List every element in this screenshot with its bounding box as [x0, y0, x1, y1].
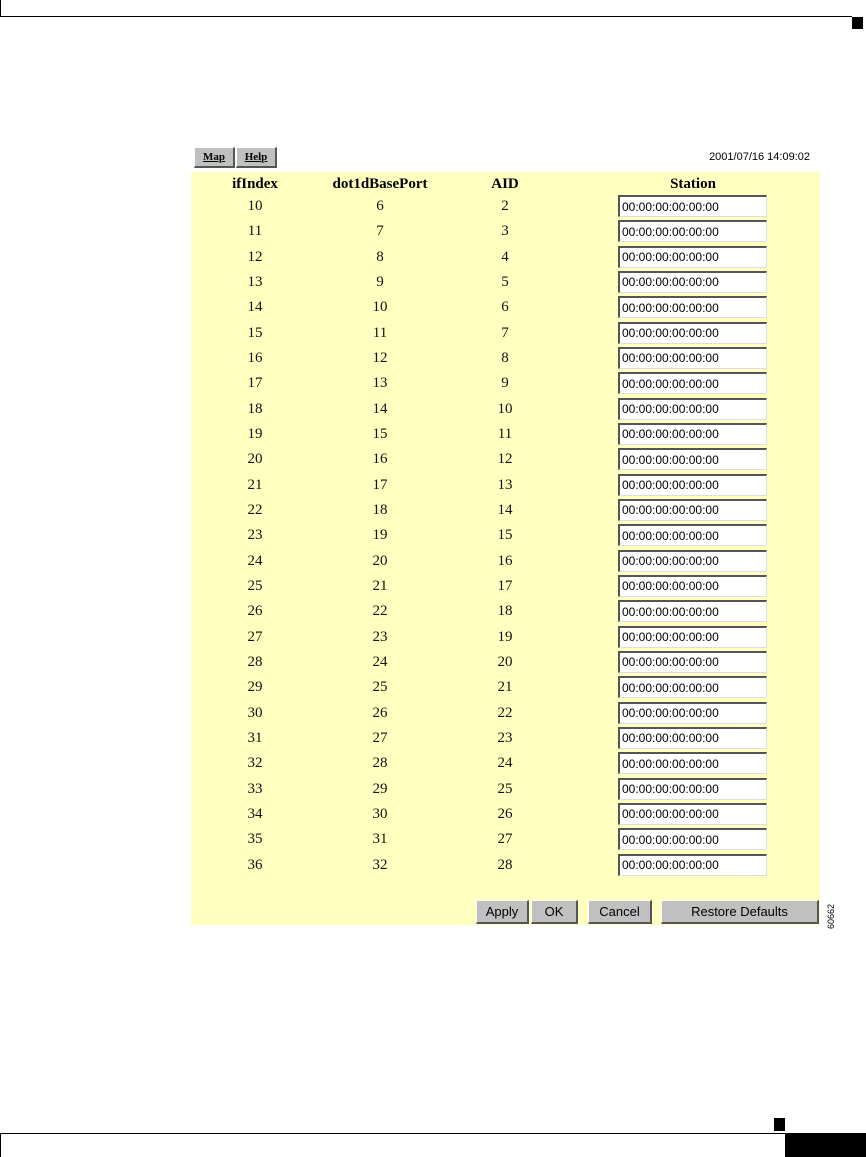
- ifindex-cell: 22: [247, 501, 263, 518]
- table-row: [0, 347, 866, 372]
- aid-cell: 8: [501, 349, 509, 366]
- station-input[interactable]: [618, 296, 767, 318]
- figure-id: 60662: [826, 903, 836, 929]
- dot1dbaseport-cell: 22: [372, 603, 388, 620]
- station-input[interactable]: [618, 727, 767, 749]
- ifindex-cell: 18: [247, 400, 263, 417]
- station-input[interactable]: [618, 448, 767, 470]
- station-input[interactable]: [618, 271, 767, 293]
- dot1dbaseport-cell: 9: [376, 273, 384, 290]
- dot1dbaseport-cell: 19: [372, 527, 388, 544]
- ifindex-cell: 16: [247, 349, 263, 366]
- aid-cell: 10: [497, 400, 513, 417]
- table-row: [0, 803, 866, 828]
- dot1dbaseport-cell: 23: [372, 628, 388, 645]
- table-row: [0, 828, 866, 853]
- table-row: [0, 550, 866, 575]
- station-input[interactable]: [618, 828, 767, 850]
- top-rule: [0, 16, 852, 17]
- aid-cell: 16: [497, 552, 513, 569]
- ifindex-cell: 23: [247, 527, 263, 544]
- aid-cell: 15: [497, 527, 513, 544]
- station-table-rows: [0, 195, 866, 879]
- table-row: [0, 372, 866, 397]
- dot1dbaseport-cell: 25: [372, 679, 388, 696]
- ifindex-cell: 36: [247, 856, 263, 873]
- ifindex-cell: 27: [247, 628, 263, 645]
- station-input[interactable]: [618, 322, 767, 344]
- aid-cell: 21: [497, 679, 513, 696]
- dot1dbaseport-cell: 29: [372, 780, 388, 797]
- aid-cell: 11: [497, 425, 513, 442]
- dot1dbaseport-cell: 8: [376, 248, 384, 265]
- header-aid: AID: [491, 176, 519, 192]
- table-row: [0, 778, 866, 803]
- table-row: [0, 448, 866, 473]
- ifindex-cell: 13: [247, 273, 263, 290]
- station-input[interactable]: [618, 626, 767, 648]
- station-input[interactable]: [618, 372, 767, 394]
- ifindex-cell: 33: [247, 780, 263, 797]
- aid-cell: 13: [497, 476, 513, 493]
- ifindex-cell: 21: [247, 476, 263, 493]
- ifindex-cell: 19: [247, 425, 263, 442]
- ifindex-cell: 35: [247, 831, 263, 848]
- dot1dbaseport-cell: 14: [372, 400, 388, 417]
- aid-cell: 12: [497, 451, 513, 468]
- aid-cell: 18: [497, 603, 513, 620]
- station-input[interactable]: [618, 550, 767, 572]
- table-row: [0, 398, 866, 423]
- table-row: [0, 271, 866, 296]
- table-row: [0, 651, 866, 676]
- dot1dbaseport-cell: 18: [372, 501, 388, 518]
- station-input[interactable]: [618, 854, 767, 876]
- aid-cell: 26: [497, 805, 513, 822]
- station-input[interactable]: [618, 474, 767, 496]
- bottom-marker-small: [774, 1118, 785, 1131]
- station-input[interactable]: [618, 651, 767, 673]
- map-button[interactable]: Map: [194, 147, 235, 168]
- ifindex-cell: 12: [247, 248, 263, 265]
- station-input[interactable]: [618, 246, 767, 268]
- aid-cell: 27: [497, 831, 513, 848]
- table-row: [0, 854, 866, 879]
- ifindex-cell: 17: [247, 375, 263, 392]
- dot1dbaseport-cell: 24: [372, 653, 388, 670]
- station-input[interactable]: [618, 702, 767, 724]
- dot1dbaseport-cell: 17: [372, 476, 388, 493]
- ifindex-cell: 20: [247, 451, 263, 468]
- station-input[interactable]: [618, 423, 767, 445]
- station-input[interactable]: [618, 803, 767, 825]
- cancel-button[interactable]: Cancel: [588, 900, 652, 924]
- dot1dbaseport-cell: 11: [372, 324, 388, 341]
- table-row: [0, 423, 866, 448]
- header-station: Station: [670, 176, 716, 192]
- ifindex-cell: 28: [247, 653, 263, 670]
- station-input[interactable]: [618, 676, 767, 698]
- dot1dbaseport-cell: 27: [372, 729, 388, 746]
- table-row: [0, 626, 866, 651]
- timestamp: 2001/07/16 14:09:02: [709, 151, 810, 163]
- aid-cell: 22: [497, 704, 513, 721]
- aid-cell: 17: [497, 577, 513, 594]
- header-ifindex: ifIndex: [232, 176, 278, 192]
- station-input[interactable]: [618, 575, 767, 597]
- dot1dbaseport-cell: 20: [372, 552, 388, 569]
- ifindex-cell: 14: [247, 299, 263, 316]
- station-input[interactable]: [618, 499, 767, 521]
- ifindex-cell: 34: [247, 805, 263, 822]
- station-input[interactable]: [618, 195, 767, 217]
- aid-cell: 19: [497, 628, 513, 645]
- ifindex-cell: 24: [247, 552, 263, 569]
- aid-cell: 3: [501, 223, 509, 240]
- ifindex-cell: 31: [247, 729, 263, 746]
- table-row: [0, 575, 866, 600]
- ifindex-cell: 32: [247, 755, 263, 772]
- dot1dbaseport-cell: 12: [372, 349, 388, 366]
- bottom-rule: [0, 1133, 866, 1134]
- aid-cell: 23: [497, 729, 513, 746]
- ifindex-cell: 11: [247, 223, 263, 240]
- aid-cell: 2: [501, 198, 509, 214]
- ifindex-cell: 30: [247, 704, 263, 721]
- station-input[interactable]: [618, 347, 767, 369]
- top-left-tick: [0, 0, 1, 17]
- table-row: [0, 220, 866, 245]
- station-input[interactable]: [618, 524, 767, 546]
- table-row: [0, 676, 866, 701]
- station-input[interactable]: [618, 778, 767, 800]
- dot1dbaseport-cell: 16: [372, 451, 388, 468]
- help-button[interactable]: Help: [236, 147, 277, 168]
- top-right-marker: [852, 17, 863, 29]
- station-input[interactable]: [618, 220, 767, 242]
- bottom-left-tick: [0, 1133, 1, 1157]
- table-row: [0, 474, 866, 499]
- table-row: [0, 524, 866, 549]
- dot1dbaseport-cell: 6: [376, 198, 384, 214]
- aid-cell: 28: [497, 856, 513, 873]
- table-row: [0, 727, 866, 752]
- bottom-marker-tab: [785, 1134, 866, 1157]
- aid-cell: 25: [497, 780, 513, 797]
- aid-cell: 7: [501, 324, 509, 341]
- header-dot1dbaseport: dot1dBasePort: [332, 176, 428, 192]
- table-row: [0, 702, 866, 727]
- station-input[interactable]: [618, 398, 767, 420]
- table-row: [0, 322, 866, 347]
- dot1dbaseport-cell: 13: [372, 375, 388, 392]
- aid-cell: 14: [497, 501, 513, 518]
- aid-cell: 5: [501, 273, 509, 290]
- station-input[interactable]: [618, 600, 767, 622]
- dot1dbaseport-cell: 7: [376, 223, 384, 240]
- table-row: [0, 296, 866, 321]
- dot1dbaseport-cell: 32: [372, 856, 388, 873]
- ifindex-cell: 25: [247, 577, 263, 594]
- dot1dbaseport-cell: 30: [372, 805, 388, 822]
- ifindex-cell: 10: [247, 198, 263, 214]
- dot1dbaseport-cell: 10: [372, 299, 388, 316]
- ok-button[interactable]: OK: [531, 900, 578, 924]
- restore-defaults-button[interactable]: Restore Defaults: [661, 900, 819, 924]
- table-row: [0, 195, 866, 220]
- dot1dbaseport-cell: 26: [372, 704, 388, 721]
- dot1dbaseport-cell: 31: [372, 831, 388, 848]
- aid-cell: 24: [497, 755, 513, 772]
- table-row: [0, 246, 866, 271]
- aid-cell: 6: [501, 299, 509, 316]
- ifindex-cell: 29: [247, 679, 263, 696]
- aid-cell: 20: [497, 653, 513, 670]
- table-row: [0, 600, 866, 625]
- aid-cell: 9: [501, 375, 509, 392]
- table-row: [0, 752, 866, 777]
- dot1dbaseport-cell: 21: [372, 577, 388, 594]
- aid-cell: 4: [501, 248, 509, 265]
- dot1dbaseport-cell: 28: [372, 755, 388, 772]
- dot1dbaseport-cell: 15: [372, 425, 388, 442]
- station-input[interactable]: [618, 752, 767, 774]
- ifindex-cell: 15: [247, 324, 263, 341]
- table-row: [0, 499, 866, 524]
- ifindex-cell: 26: [247, 603, 263, 620]
- apply-button[interactable]: Apply: [476, 900, 529, 924]
